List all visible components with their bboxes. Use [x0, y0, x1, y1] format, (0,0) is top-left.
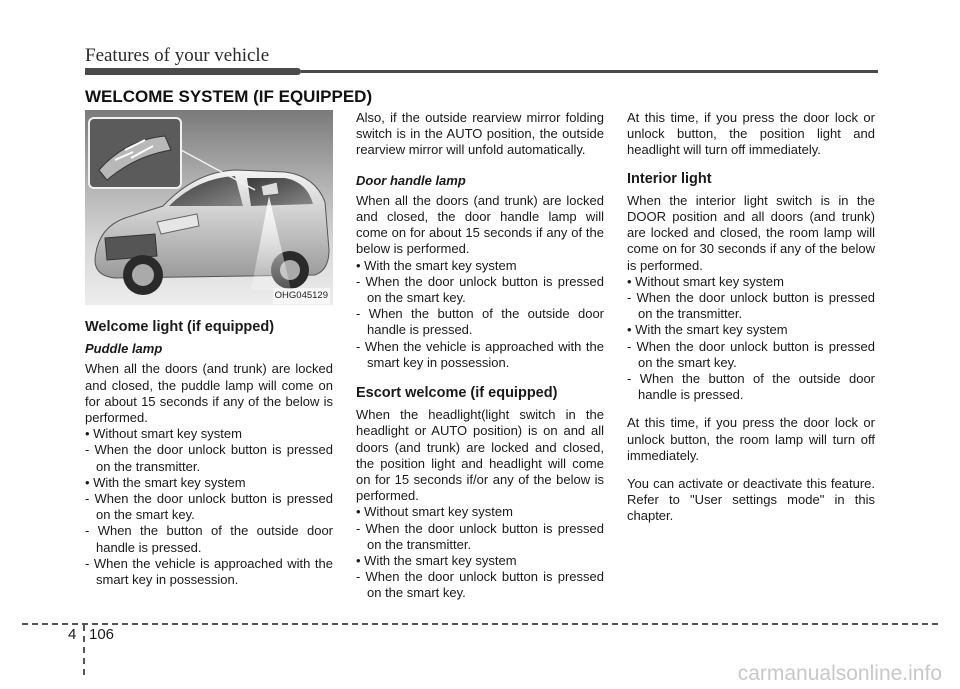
door-handle-lamp-paragraph: When all the doors (and trunk) are locked and closed, the door handle lamp will come on for about 15 seconds if any of the below is performed.	[356, 192, 604, 257]
puddle-lamp-intro: When all the doors (and trunk) are locked and closed, the puddle lamp will come on for about 15 seconds if any of the below is performed.	[85, 361, 333, 426]
section-title: WELCOME SYSTEM (IF EQUIPPED)	[85, 87, 373, 106]
bullet-item: • With the smart key system	[356, 257, 517, 273]
page-divider	[83, 625, 85, 675]
figure-caption: OHG045129	[273, 288, 330, 304]
bullet-item: • Without smart key system	[627, 273, 784, 289]
escort-welcome-paragraph: When the headlight(light switch in the headlight or AUTO position) is on and all doors (and trunk) are locked and closed, the position light and headlight will come on for 15 seconds if/or any of the below is performed.	[356, 407, 604, 504]
escort-welcome-heading: Escort welcome (if equipped)	[356, 385, 558, 402]
welcome-light-heading: Welcome light (if equipped)	[85, 319, 275, 335]
column-3	[627, 110, 875, 525]
dash-item: - When the button of the outside door handle is pressed.	[85, 523, 333, 555]
column-1	[85, 110, 333, 588]
interior-light-heading: Interior light	[627, 170, 712, 187]
header-rule	[301, 70, 878, 73]
bullet-item: • With the smart key system	[356, 553, 517, 569]
puddle-lamp-subheading: Puddle lamp	[85, 341, 163, 357]
chapter-number: 4	[68, 626, 77, 643]
interior-light-paragraph: When the interior light switch is in the DOOR position and all doors (and trunk) are locked and closed, the room lamp will come on for 30 seconds if any of the below is performed.	[627, 192, 875, 273]
dash-item: - When the button of the outside door handle is pressed.	[356, 306, 604, 338]
dash-item: - When the door unlock button is pressed on the transmitter.	[356, 520, 604, 552]
bullet-item: • Without smart key system	[356, 504, 513, 520]
page-header-title: Features of your vehicle	[85, 45, 270, 66]
car-illustration	[85, 110, 333, 305]
mirror-unfold-paragraph: Also, if the outside rearview mirror folding switch is in the AUTO position, the outside rearview mirror will unfold automatically.	[356, 110, 604, 158]
watermark: carmanualsonline.info	[737, 662, 942, 685]
column-2	[356, 110, 604, 602]
door-handle-lamp-subheading: Door handle lamp	[356, 172, 466, 188]
bullet-item: • Without smart key system	[85, 426, 242, 442]
header-bar	[85, 68, 301, 75]
lights-off-paragraph: At this time, if you press the door lock or unlock button, the position light and headlight will turn off immediately.	[627, 110, 875, 158]
footer-rule	[22, 623, 938, 625]
room-lamp-off-paragraph: At this time, if you press the door lock or unlock button, the room lamp will turn off immediately.	[627, 415, 875, 463]
bullet-item: • With the smart key system	[627, 322, 788, 338]
dash-item: - When the vehicle is approached with the smart key in possession.	[356, 338, 604, 370]
dash-item: - When the button of the outside door handle is pressed.	[627, 371, 875, 403]
page-number: 106	[89, 626, 115, 643]
bullet-item: • With the smart key system	[85, 474, 246, 490]
dash-item: - When the vehicle is approached with the smart key in possession.	[85, 555, 333, 588]
dash-item: - When the door unlock button is pressed on the smart key.	[356, 569, 604, 601]
dash-item: - When the door unlock button is pressed on the transmitter.	[85, 442, 333, 474]
user-settings-paragraph: You can activate or deactivate this feature. Refer to "User settings mode" in this chapter.	[627, 476, 875, 524]
dash-item: - When the door unlock button is pressed on the transmitter.	[627, 290, 875, 322]
dash-item: - When the door unlock button is pressed on the smart key.	[627, 338, 875, 370]
dash-item: - When the door unlock button is pressed on the smart key.	[356, 273, 604, 306]
dash-item: - When the door unlock button is pressed on the smart key.	[85, 491, 333, 523]
car-image	[85, 110, 333, 305]
